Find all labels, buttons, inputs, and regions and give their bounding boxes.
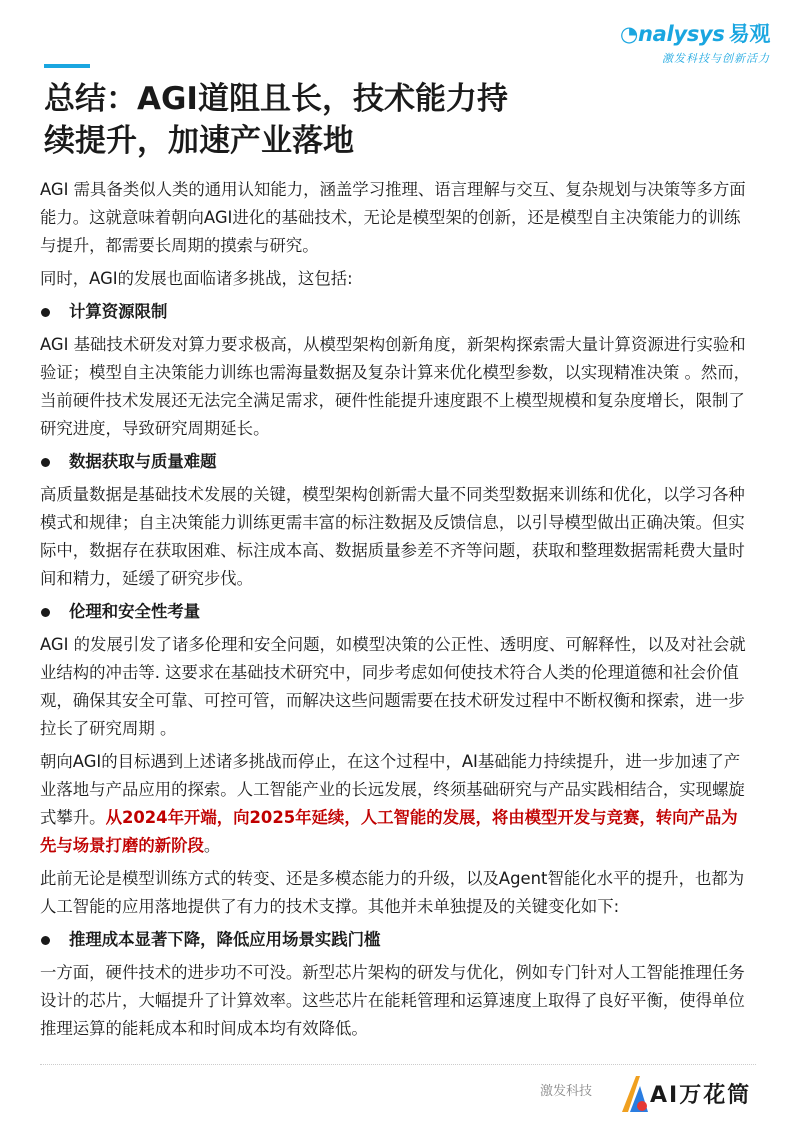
brand-block [620,18,770,66]
bullet-inference-cost [40,926,754,954]
paragraph-ethics: AGI 的发展引发了诸多伦理和安全问题，如模型决策的公正性、透明度、可解释性，以及对社会就业结构的冲击等. 这要求在基础技术研究中，同步考虑如何使技术符合人类的伦理道德和社会价值观，确保其安全可靠、可控可管，而解决这些问题需要在技术研发过程中不断权衡和探索，进一步拉长了研究周期 。 [40,635,746,738]
bullet-compute-label: 计算资源限制 [69,302,168,321]
footer-text: 激发科技 [540,1084,593,1099]
logo-text: nalysys [638,22,725,46]
title-line-2: 续提升，加速产业落地 [44,123,354,159]
paragraph-changes: 此前无论是模型训练方式的转变、还是多模态能力的升级，以及Agent智能化水平的提升，也都为人工智能的应用落地提供了有力的技术支撑。其他并未单独提及的关键变化如下: [40,869,745,916]
main-content [40,176,754,1048]
bullet-inference-cost-label: 推理成本显著下降，降低应用场景实践门槛 [69,930,381,949]
paragraph-hardware: 一方面，硬件技术的进步功不可没。新型芯片架构的研发与优化，例如专门针对人工智能推理任务设计的芯片，大幅提升了计算效率。这些芯片在能耗管理和运算速度上取得了良好平衡，使得单位推理运算的能耗成本和时间成本均有效降低。 [40,963,745,1038]
brand-tagline: 激发科技与创新活力 [662,52,770,65]
bullet-data [40,448,754,476]
bullet-dot-icon [41,458,50,467]
paragraph-intro: AGI 需具备类似人类的通用认知能力，涵盖学习推理、语言理解与交互、复杂规划与决策等多方面能力。这就意味着朝向AGI进化的基础技术，无论是模型架的创新，还是模型自主决策能力的训练与提升，都需要长周期的摸索与研究。 [40,180,746,255]
paragraph-outlook [40,748,754,860]
logo-swoosh-icon: ◔ [620,22,639,46]
logo-cn: 易观 [728,22,771,46]
bullet-data-label: 数据获取与质量难题 [69,452,217,471]
bullet-ethics-label: 伦理和安全性考量 [69,602,201,621]
bullet-dot-icon [41,608,50,617]
outlook-highlight: 从2024年开端，向2025年延续，人工智能的发展，将由模型开发与竞赛，转向产品为先与场景打磨的新阶段 [40,808,738,855]
title-line-1: 总结：AGI道阻且长，技术能力持 [44,81,508,117]
title-accent-bar [44,64,90,68]
bullet-dot-icon [41,308,50,317]
bullet-dot-icon [41,936,50,945]
bullet-compute [40,298,754,326]
analysys-logo [620,18,770,48]
bullet-ethics [40,598,754,626]
footer-logo-text: AI万花筒 [650,1083,752,1108]
paragraph-compute: AGI 基础技术研发对算力要求极高，从模型架构创新角度，新架构探索需大量计算资源进行实验和验证；模型自主决策能力训练也需海量数据及复杂计算来优化模型参数，以实现精准决策 。然而，当前硬件技术发展还无法完全满足需求，硬件性能提升速度跟不上模型规模和复杂度增长，限制了研究进度，导致研究周期延长。 [40,335,751,438]
footer-divider [40,1064,756,1065]
paragraph-challenges-intro: 同时，AGI的发展也面临诸多挑战，这包括: [40,269,353,288]
page-title [44,78,664,162]
outlook-end: 。 [203,836,221,855]
paragraph-data: 高质量数据是基础技术发展的关键，模型架构创新需大量不同类型数据来训练和优化，以学习各种模式和规律；自主决策能力训练更需丰富的标注数据及反馈信息，以引导模型做出正确决策。但实际中，数据存在获取困难、标注成本高、数据质量参差不齐等问题，获取和整理数据需耗费大量时间和精力，延缓了研究步伐。 [40,485,745,588]
outlook-text: 朝向AGI的目标遇到上述诸多挑战而停止，在这个过程中，AI基础能力持续提升，进一步加速了产业落地与产品应用的探索。人工智能产业的长远发展，终须基础研究与产品实践相结合，实现螺旋式攀升。 [40,752,745,827]
